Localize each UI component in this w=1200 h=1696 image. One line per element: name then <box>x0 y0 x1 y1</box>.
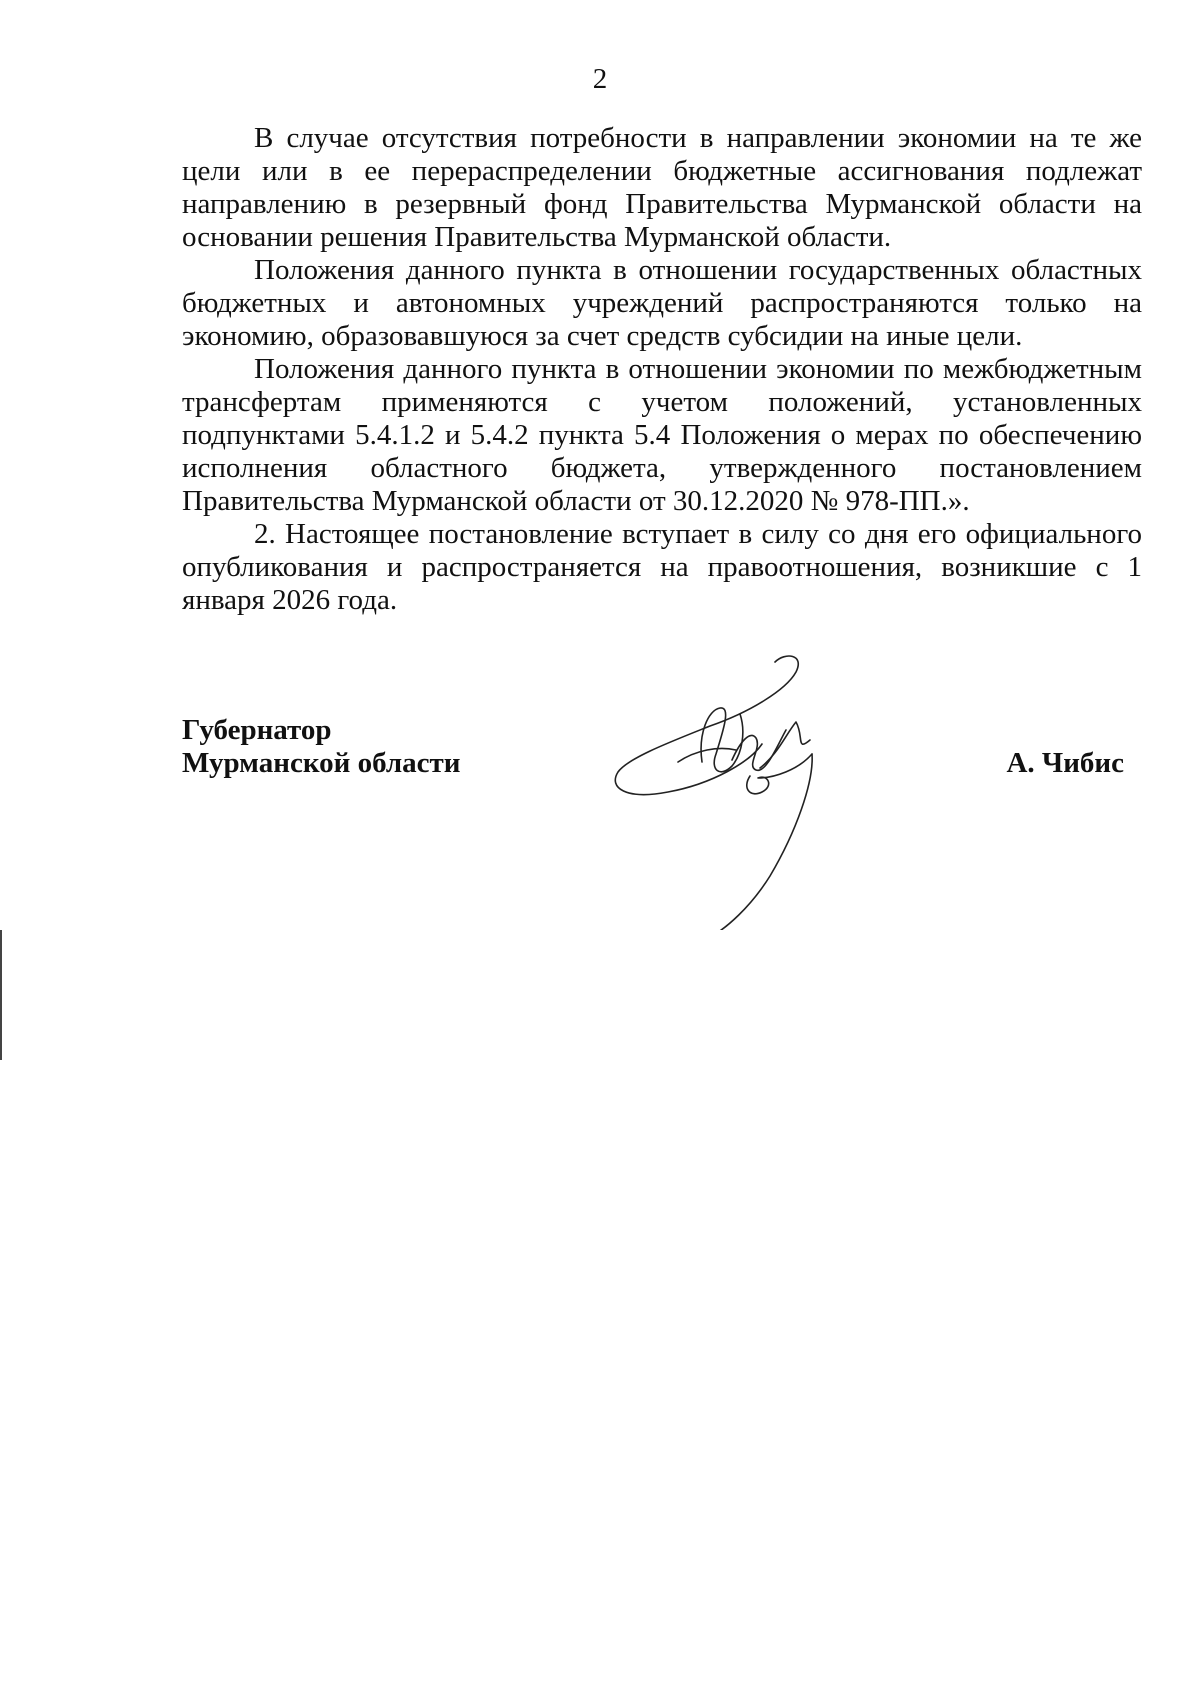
document-body <box>182 122 1142 617</box>
signatory-name: А. Чибис <box>1006 747 1124 779</box>
signatory-title-line2: Мурманской области <box>182 747 461 779</box>
signatory-title-line1: Губернатор <box>182 714 332 746</box>
paragraph-entry-into-force: 2. Настоящее постановление вступает в силу со дня его официального опубликования и распространяется на правоотношения, возникшие с 1 января 2026 года. <box>182 518 1142 616</box>
scan-margin-mark <box>0 930 2 1060</box>
paragraph-institutions: Положения данного пункта в отношении государственных областных бюджетных и автономных учреждений распространяются только на экономию, образовавшуюся за счет средств субсидии на иные цели. <box>182 254 1142 352</box>
paragraph-economy-reserve: В случае отсутствия потребности в направлении экономии на те же цели или в ее перераспределении бюджетные ассигнования подлежат направлению в резервный фонд Правительства Мурманской области на основании решения Правительства Мурманской области. <box>182 122 1142 253</box>
page-number: 2 <box>592 63 608 95</box>
signatory-title <box>182 714 460 780</box>
handwritten-signature <box>600 650 880 930</box>
paragraph-interbudget-transfers: Положения данного пункта в отношении экономии по межбюджетным трансфертам применяются с учетом положений, установленных подпунктами 5.4.1.2 и 5.4.2 пункта 5.4 Положения о мерах по обеспечению исполнения областного бюджета, утвержденного постановлением Правительства Мурманской области от 30.12.2020 № 978-ПП.». <box>182 353 1142 517</box>
